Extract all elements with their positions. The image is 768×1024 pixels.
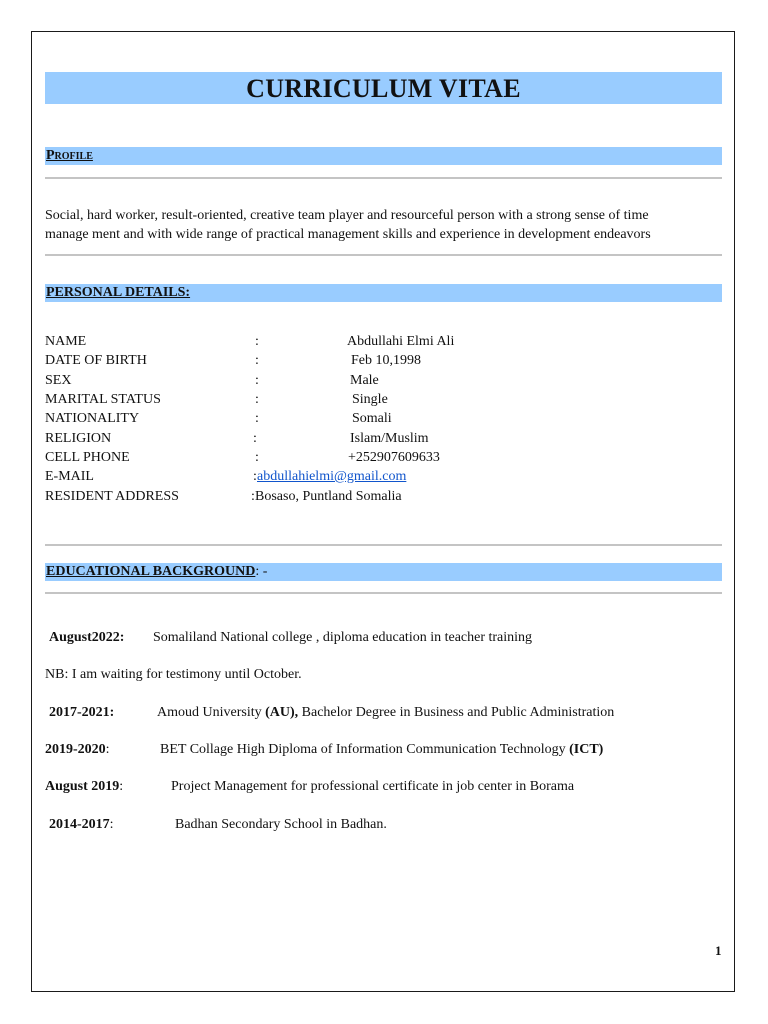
detail-value: Abdullahi Elmi Ali (347, 334, 455, 349)
education-text: BET Collage High Diploma of Information Communication Technology (160, 742, 570, 757)
education-year: August 2019 (45, 779, 120, 794)
education-entry (49, 815, 387, 835)
education-note: NB: I am waiting for testimony until October. (45, 667, 302, 682)
detail-label: NAME (45, 334, 87, 349)
detail-label: E-MAIL (45, 469, 94, 484)
detail-value: Somali (352, 411, 392, 426)
education-year-suffix: : (105, 742, 110, 757)
email-link[interactable]: abdullahielmi@gmail.com (257, 469, 407, 484)
education-year: 2019-2020 (45, 742, 106, 757)
education-year: August2022: (49, 630, 125, 645)
detail-colon: : (255, 450, 259, 465)
divider (45, 592, 722, 594)
page-number: 1 (715, 943, 722, 958)
education-detail (157, 703, 614, 723)
detail-colon: : (255, 411, 259, 426)
education-detail (175, 815, 387, 835)
detail-value: Feb 10,1998 (351, 353, 421, 368)
detail-colon: : (255, 373, 259, 388)
page-border (31, 31, 735, 992)
education-year-suffix: : (119, 779, 124, 794)
education-entry (49, 628, 533, 648)
detail-label: RESIDENT ADDRESS (45, 489, 179, 504)
detail-colon: : (251, 489, 255, 504)
education-year-suffix: : (109, 817, 114, 832)
profile-line: Social, hard worker, result-oriented, creative team player and resourceful person with a strong sense of time (45, 208, 649, 223)
profile-heading: Profile (46, 148, 93, 163)
education-bold: (ICT) (569, 742, 604, 757)
detail-label: DATE OF BIRTH (45, 353, 147, 368)
document-title: CURRICULUM VITAE (246, 74, 521, 103)
education-text: Amoud University (157, 705, 266, 720)
detail-colon: : (253, 469, 257, 484)
education-text-post: Bachelor Degree in Business and Public Administration (298, 705, 615, 720)
education-year: 2014-2017 (49, 817, 110, 832)
divider (45, 177, 722, 179)
personal-heading: PERSONAL DETAILS: (46, 285, 191, 300)
detail-colon: : (255, 392, 259, 407)
education-text: Badhan Secondary School in Badhan. (175, 817, 387, 832)
detail-colon: : (255, 334, 259, 349)
detail-label: SEX (45, 373, 72, 388)
education-heading-text: EDUCATIONAL BACKGROUND (46, 564, 256, 579)
education-text: Project Management for professional certificate in job center in Borama (171, 779, 575, 794)
detail-value: +252907609633 (348, 450, 440, 465)
education-heading (46, 563, 267, 581)
detail-value: Single (352, 392, 388, 407)
education-entry (45, 740, 604, 760)
education-detail (171, 777, 574, 797)
detail-label: CELL PHONE (45, 450, 130, 465)
detail-colon: : (255, 353, 259, 368)
education-text: Somaliland National college , diploma education in teacher training (153, 630, 533, 645)
detail-value: Male (350, 373, 379, 388)
profile-line: manage ment and with wide range of practical management skills and experience in development endeavors (45, 227, 651, 242)
education-detail (160, 740, 603, 760)
profile-band (45, 147, 722, 165)
detail-colon: : (253, 431, 257, 446)
detail-label: NATIONALITY (45, 411, 140, 426)
education-entry (45, 777, 575, 797)
education-entry (49, 703, 615, 723)
education-detail (153, 628, 532, 648)
detail-label: RELIGION (45, 431, 112, 446)
education-bold: (AU), (265, 705, 299, 720)
detail-value: Bosaso, Puntland Somalia (255, 489, 402, 504)
detail-value: Islam/Muslim (350, 431, 429, 446)
detail-label: MARITAL STATUS (45, 392, 161, 407)
education-year: 2017-2021: (49, 705, 115, 720)
profile-paragraph (45, 206, 725, 244)
education-heading-suffix: : - (255, 564, 268, 579)
divider (45, 544, 722, 546)
divider (45, 254, 722, 256)
